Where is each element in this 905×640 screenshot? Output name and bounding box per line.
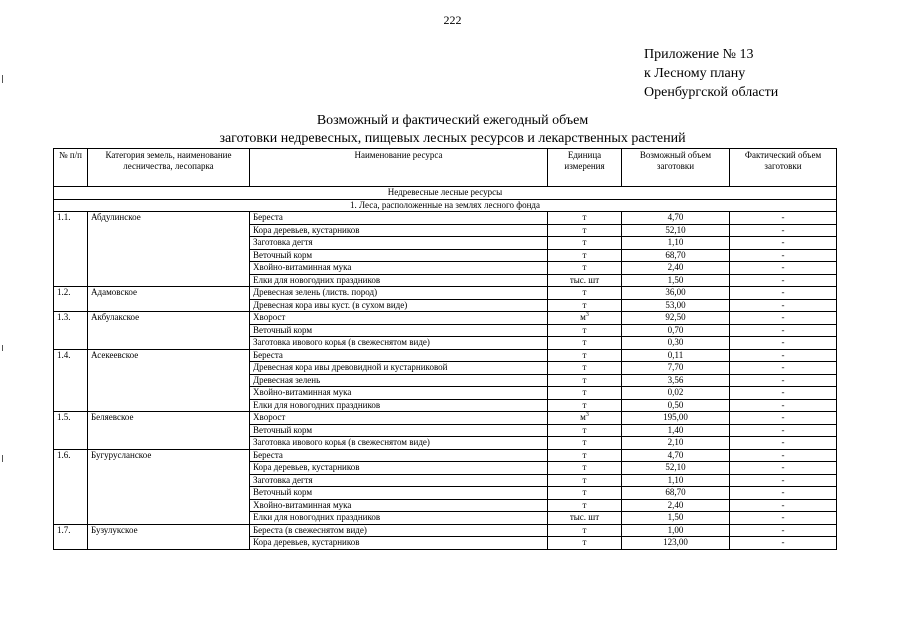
row-number: 1.4. [54,349,88,412]
forestry-name: Бугурусланское [88,449,250,524]
unit-cell [548,387,622,400]
table-row [54,287,837,300]
table-row [54,524,837,537]
actual-volume: - [730,387,837,400]
section-row [54,187,837,200]
unit-cell [548,474,622,487]
row-number: 1.7. [54,524,88,549]
actual-volume: - [730,362,837,375]
unit: т [582,462,587,472]
unit-cell [548,399,622,412]
actual-volume: - [730,349,837,362]
actual-volume: - [730,287,837,300]
title-line-2: заготовки недревесных, пищевых лесных ресурсов и лекарственных растений [219,131,686,146]
scan-margin-mark [2,455,3,462]
resource-name: Хвойно-витаминная мука [250,387,548,400]
subsection-row [54,199,837,212]
actual-volume: - [730,424,837,437]
actual-volume: - [730,449,837,462]
resource-name: Древесная кора ивы куст. (в сухом виде) [250,299,548,312]
unit-cell [548,262,622,275]
possible-volume: 1,00 [622,524,730,537]
resources-table [53,148,837,550]
unit-cell [548,312,622,325]
section-title: Недревесные лесные ресурсы [54,187,837,200]
unit: т [582,249,587,260]
header-resource: Наименование ресурса [250,149,548,187]
unit: т [582,437,587,447]
possible-volume: 52,10 [622,462,730,475]
resource-name: Веточный корм [250,324,548,337]
possible-volume: 1,10 [622,474,730,487]
actual-volume: - [730,512,837,525]
unit-cell [548,249,622,262]
possible-volume: 2,10 [622,437,730,450]
forestry-name: Адамовское [88,287,250,312]
possible-volume: 0,70 [622,324,730,337]
unit: т [582,224,587,235]
actual-volume: - [730,212,837,225]
actual-volume: - [730,374,837,387]
row-number: 1.3. [54,312,88,350]
page-number: 222 [443,13,462,27]
possible-volume: 2,40 [622,499,730,512]
table-row [54,312,837,325]
actual-volume: - [730,399,837,412]
unit: т [582,287,587,297]
header-category: Категория земель, наименование лесничества, лесопарка [88,149,250,187]
actual-volume: - [730,324,837,337]
subsection-title: 1. Леса, расположенные на землях лесного фонда [54,199,837,212]
resource-name: Хворост [250,312,548,325]
resource-name: Елки для новогодних праздников [250,274,548,287]
actual-volume: - [730,337,837,350]
actual-volume: - [730,499,837,512]
unit: т [582,524,587,535]
possible-volume: 0,02 [622,387,730,400]
unit: т [582,449,587,460]
unit: т [582,362,587,372]
unit-cell [548,487,622,500]
possible-volume: 2,40 [622,262,730,275]
possible-volume: 36,00 [622,287,730,300]
possible-volume: 68,70 [622,249,730,262]
forestry-name: Асекеевское [88,349,250,412]
resource-name: Веточный корм [250,487,548,500]
resource-name: Хвойно-витаминная мука [250,262,548,275]
unit: т [582,424,587,435]
resource-name: Береста [250,449,548,462]
scan-margin-mark [2,75,3,83]
resource-name: Древесная зелень [250,374,548,387]
unit: т [582,237,587,247]
resource-name: Заготовка дегтя [250,474,548,487]
unit-cell [548,524,622,537]
resource-name: Хворост [250,412,548,425]
resource-name: Кора деревьев, кустарников [250,462,548,475]
possible-volume: 0,30 [622,337,730,350]
appendix-line-1: Приложение № 13 [644,47,754,62]
possible-volume: 3,56 [622,374,730,387]
unit-cell [548,299,622,312]
unit: т [582,324,587,335]
table-row [54,212,837,225]
resource-name: Береста (в свежеснятом виде) [250,524,548,537]
possible-volume: 92,50 [622,312,730,325]
resource-name: Веточный корм [250,249,548,262]
title-line-1: Возможный и фактический ежегодный объем [316,113,589,128]
resource-name: Елки для новогодних праздников [250,399,548,412]
unit: т [582,349,587,360]
unit-cell [548,274,622,287]
unit-cell [548,287,622,300]
possible-volume: 4,70 [622,212,730,225]
unit-cell [548,349,622,362]
header-actual-volume: Фактический объем заготовки [730,149,837,187]
unit: м [580,412,586,422]
unit: т [582,537,587,547]
possible-volume: 68,70 [622,487,730,500]
resource-name: Веточный корм [250,424,548,437]
possible-volume: 7,70 [622,362,730,375]
resource-name: Древесная зелень (листв. пород) [250,287,548,300]
resource-name: Елки для новогодних праздников [250,512,548,525]
actual-volume: - [730,299,837,312]
actual-volume: - [730,487,837,500]
table-row [54,412,837,425]
appendix-note [644,45,778,102]
forestry-name: Бузулукское [88,524,250,549]
forestry-name: Беляевское [88,412,250,450]
unit: т [582,374,587,385]
possible-volume: 52,10 [622,224,730,237]
forestry-name: Абдулинское [88,212,250,287]
resource-name: Береста [250,212,548,225]
unit-cell [548,224,622,237]
resource-name: Кора деревьев, кустарников [250,537,548,550]
appendix-line-2: к Лесному плану [644,66,746,81]
unit: тыс. шт [569,274,600,285]
actual-volume: - [730,274,837,287]
unit-cell [548,237,622,250]
row-number: 1.2. [54,287,88,312]
unit-exponent: 3 [585,412,589,418]
possible-volume: 53,00 [622,299,730,312]
possible-volume: 4,70 [622,449,730,462]
actual-volume: - [730,437,837,450]
unit: т [582,299,587,310]
unit: т [582,387,587,397]
possible-volume: 123,00 [622,537,730,550]
unit-cell [548,537,622,550]
resource-name: Заготовка дегтя [250,237,548,250]
unit-cell [548,449,622,462]
actual-volume: - [730,237,837,250]
document-title [0,112,905,148]
possible-volume: 1,50 [622,274,730,287]
unit: т [582,499,587,510]
resource-name: Кора деревьев, кустарников [250,224,548,237]
header-unit: Единица измерения [548,149,622,187]
scan-margin-mark [2,345,3,351]
actual-volume: - [730,412,837,425]
unit-cell [548,212,622,225]
actual-volume: - [730,537,837,550]
resource-name: Заготовка ивового корья (в свежеснятом виде) [250,337,548,350]
table-row [54,449,837,462]
unit-exponent: 3 [585,312,589,318]
unit-cell [548,499,622,512]
possible-volume: 1,40 [622,424,730,437]
header-possible-volume: Возможный объем заготовки [622,149,730,187]
unit: тыс. шт [569,512,600,522]
unit: м [580,312,586,322]
row-number: 1.1. [54,212,88,287]
actual-volume: - [730,462,837,475]
actual-volume: - [730,312,837,325]
unit-cell [548,324,622,337]
actual-volume: - [730,224,837,237]
unit-cell [548,337,622,350]
unit: т [582,399,587,410]
table-header-row [54,149,837,187]
resource-name: Древесная кора ивы древовидной и кустарниковой [250,362,548,375]
possible-volume: 1,10 [622,237,730,250]
unit-cell [548,424,622,437]
row-number: 1.5. [54,412,88,450]
actual-volume: - [730,474,837,487]
possible-volume: 195,00 [622,412,730,425]
actual-volume: - [730,262,837,275]
unit: т [582,487,587,497]
unit: т [582,262,587,272]
possible-volume: 0,11 [622,349,730,362]
table-body [54,187,837,550]
possible-volume: 1,50 [622,512,730,525]
forestry-name: Акбулакское [88,312,250,350]
unit-cell [548,362,622,375]
unit-cell [548,512,622,525]
unit: т [582,337,587,347]
actual-volume: - [730,524,837,537]
resource-name: Хвойно-витаминная мука [250,499,548,512]
actual-volume: - [730,249,837,262]
resource-name: Заготовка ивового корья (в свежеснятом виде) [250,437,548,450]
resource-name: Береста [250,349,548,362]
possible-volume: 0,50 [622,399,730,412]
unit: т [582,212,587,222]
unit-cell [548,462,622,475]
unit-cell [548,374,622,387]
unit: т [582,474,587,485]
unit-cell [548,437,622,450]
header-number: № п/п [54,149,88,187]
appendix-line-3: Оренбургской области [644,85,779,100]
table-row [54,349,837,362]
row-number: 1.6. [54,449,88,524]
unit-cell [548,412,622,425]
